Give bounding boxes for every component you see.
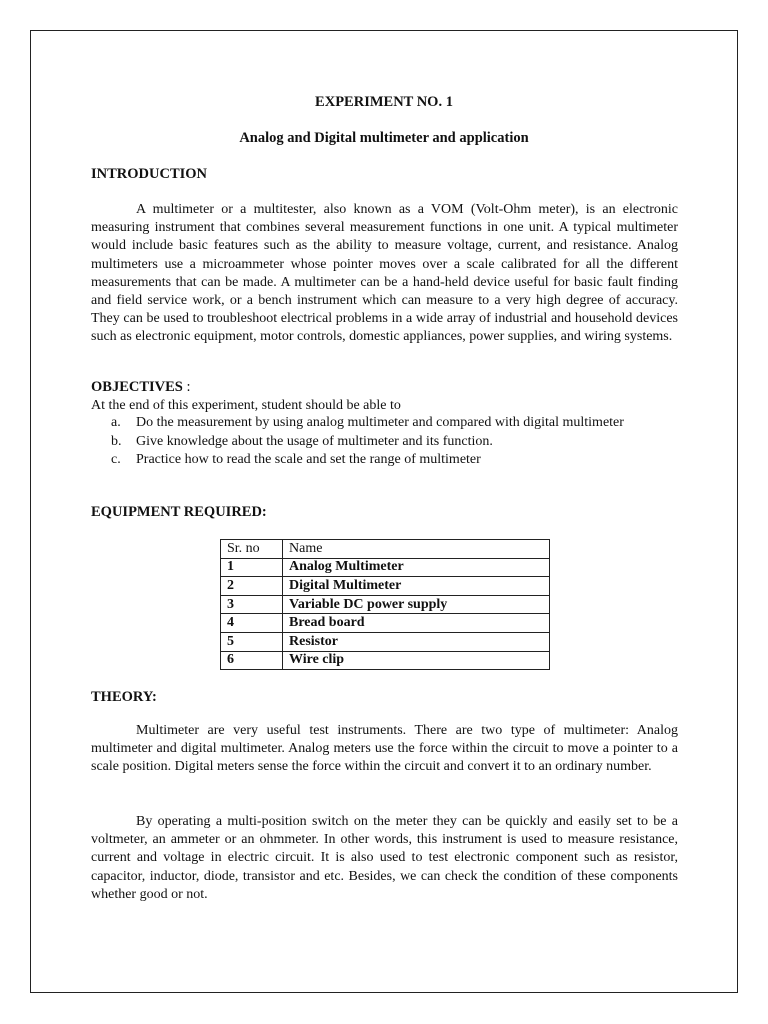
introduction-paragraph: A multimeter or a multitester, also known as a VOM (Volt-Ohm meter), is an electronic measuring instrument that combines several measurement functions in one unit. A typical multimeter would include basic features such as the ability to measure voltage, current, and resistance. Analog multimeters use a microammeter whose pointer moves over a scale calibrated for all the different measurements that can be made. A multimeter can be a hand-held device useful for basic fault finding and field service work, or a bench instrument which can measure to a very high degree of accuracy. They can be used to troubleshoot electrical problems in a wide array of industrial and household devices such as electronic equipment, motor controls, domestic appliances, power supplies, and wiring systems. xyxy=(91,202,678,345)
objective-text: Practice how to read the scale and set the range of multimeter xyxy=(136,452,481,467)
table-row xyxy=(221,558,550,577)
table-row xyxy=(221,614,550,633)
table-cell-sr-no: 4 xyxy=(221,614,283,633)
objective-marker: b. xyxy=(111,433,122,449)
table-cell-name: Variable DC power supply xyxy=(283,595,550,614)
table-cell-sr-no: 5 xyxy=(221,632,283,651)
objectives-lead: At the end of this experiment, student should be able to xyxy=(91,398,401,413)
objectives-list xyxy=(111,414,624,470)
table-row xyxy=(221,632,550,651)
objective-marker: a. xyxy=(111,415,121,430)
table-cell-name: Bread board xyxy=(283,614,550,633)
theory-paragraph-2: By operating a multi-position switch on the meter they can be quickly and easily set to be a voltmeter, an ammeter or an ohmmeter. In other words, this instrument is used to measure resistance, current and voltage in electric circuit. It is also used to test electronic component such as resistor, capacitor, inductor, diode, transistor and etc. Besides, we can check the condition of these components whether good or not. xyxy=(91,814,678,902)
table-row xyxy=(221,595,550,614)
experiment-title: EXPERIMENT NO. 1 xyxy=(315,94,453,110)
objective-item xyxy=(111,451,624,470)
introduction-heading: INTRODUCTION xyxy=(91,166,208,182)
objectives-heading-text: OBJECTIVES xyxy=(91,379,183,395)
table-cell-sr-no: 3 xyxy=(221,595,283,614)
table-cell-name: Resistor xyxy=(283,632,550,651)
objective-marker: c. xyxy=(111,452,121,467)
theory-paragraph-1: Multimeter are very useful test instruments. There are two type of multimeter: Analog multimeter and digital multimeter. Analog meters use the force within the circuit to move a pointer to a scale position. Digital meters sense the force within the circuit and convert it to an ordinary number. xyxy=(91,723,678,775)
table-row xyxy=(221,651,550,670)
equipment-table xyxy=(220,539,550,670)
table-header-row xyxy=(221,540,550,559)
theory-heading: THEORY: xyxy=(91,689,157,705)
table-cell-name: Digital Multimeter xyxy=(283,577,550,596)
experiment-subtitle: Analog and Digital multimeter and application xyxy=(239,130,529,146)
table-row xyxy=(221,577,550,596)
column-header-sr-no: Sr. no xyxy=(221,540,283,559)
objectives-heading xyxy=(91,379,191,396)
objective-item xyxy=(111,433,624,452)
objectives-heading-colon: : xyxy=(182,379,191,395)
equipment-heading: EQUIPMENT REQUIRED: xyxy=(91,504,267,520)
table-cell-sr-no: 6 xyxy=(221,651,283,670)
table-cell-name: Analog Multimeter xyxy=(283,558,550,577)
objective-text: Give knowledge about the usage of multimeter and its function. xyxy=(136,433,493,449)
objective-text: Do the measurement by using analog multimeter and compared with digital multimeter xyxy=(136,415,624,430)
table-cell-sr-no: 1 xyxy=(221,558,283,577)
objective-item xyxy=(111,414,624,433)
table-cell-name: Wire clip xyxy=(283,651,550,670)
column-header-name: Name xyxy=(283,540,550,559)
table-cell-sr-no: 2 xyxy=(221,577,283,596)
